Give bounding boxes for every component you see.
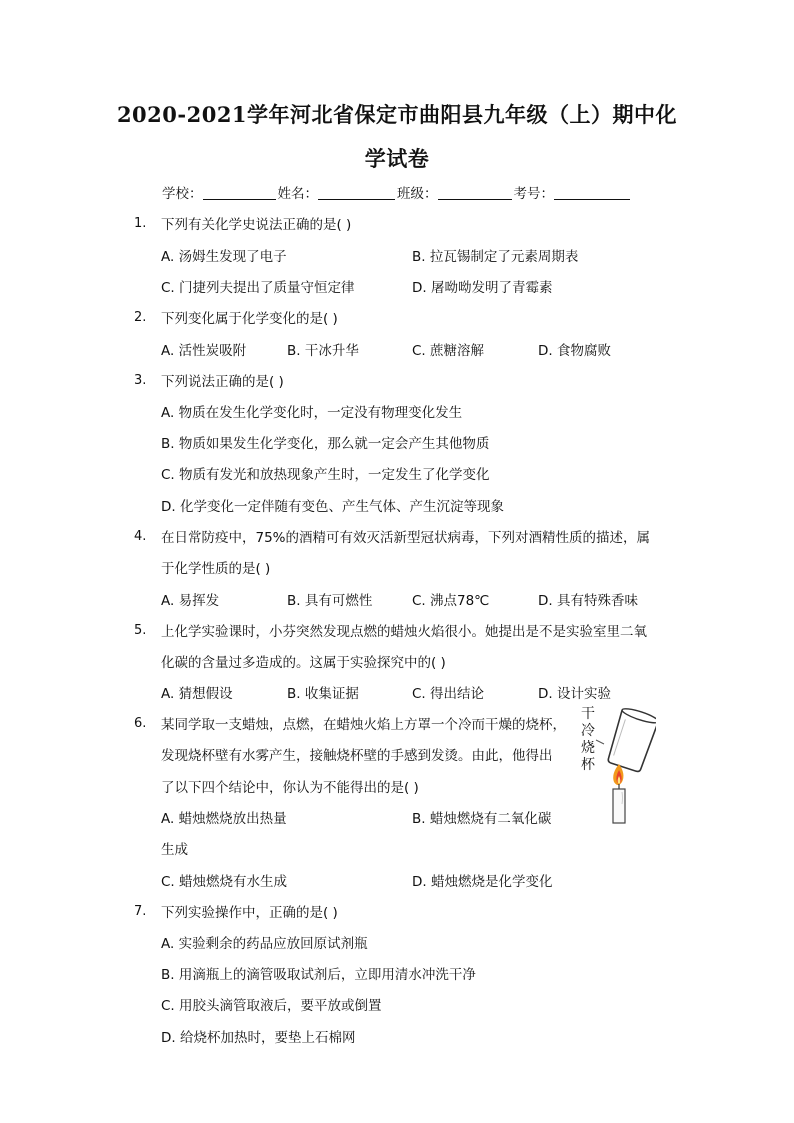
option-b-continuation: 生成 (161, 842, 188, 858)
figure-label-char: 烧 (581, 740, 595, 756)
option-b: B. 干冰升华 (287, 343, 359, 359)
option-d: D. 蜡烛燃烧是化学变化 (412, 874, 553, 890)
option-c: C. 物质有发光和放热现象产生时，一定发生了化学变化 (161, 467, 490, 483)
option-d: D. 设计实验 (538, 686, 611, 702)
option-b: B. 拉瓦锡制定了元素周期表 (412, 249, 579, 265)
option-c: C. 沸点78℃ (412, 593, 490, 609)
school-blank (203, 185, 276, 200)
figure-label-char: 杯 (581, 757, 595, 773)
name-blank (318, 185, 395, 200)
beaker-candle-figure (578, 706, 656, 824)
question-number: 6. (134, 716, 147, 731)
option-d: D. 食物腐败 (538, 343, 611, 359)
option-c: C. 蜡烛燃烧有水生成 (161, 874, 288, 890)
question-stem: 在日常防疫中，75%的酒精可有效灭活新型冠状病毒，下列对酒精性质的描述，属 (161, 530, 651, 546)
exam-title-line1: 2020-2021学年河北省保定市曲阳县九年级（上）期中化 (116, 102, 678, 127)
question-number: 1. (134, 216, 147, 231)
question-stem: 于化学性质的是( ) (161, 561, 271, 577)
question-stem: 下列说法正确的是( ) (161, 374, 284, 390)
option-b: B. 物质如果发生化学变化，那么就一定会产生其他物质 (161, 436, 490, 452)
school-label: 学校： (162, 186, 203, 202)
option-a: A. 实验剩余的药品应放回原试剂瓶 (161, 936, 368, 952)
option-a: A. 猜想假设 (161, 686, 233, 702)
question-stem: 下列实验操作中，正确的是( ) (161, 905, 338, 921)
question-stem: 了以下四个结论中，你认为不能得出的是( ) (161, 780, 419, 796)
question-stem: 某同学取一支蜡烛，点燃，在蜡烛火焰上方罩一个冷而干燥的烧杯， (161, 717, 566, 733)
question-number: 2. (134, 310, 147, 325)
question-number: 3. (134, 373, 147, 388)
option-b: B. 具有可燃性 (287, 593, 373, 609)
option-c: C. 门捷列夫提出了质量守恒定律 (161, 280, 355, 296)
exam-no-label: 考号： (513, 186, 554, 202)
question-number: 4. (134, 529, 147, 544)
option-b: B. 用滴瓶上的滴管吸取试剂后，立即用清水冲洗干净 (161, 967, 476, 983)
question-number: 5. (134, 623, 147, 638)
option-b: B. 蜡烛燃烧有二氧化碳 (412, 811, 552, 827)
question-stem: 发现烧杯壁有水雾产生，接触烧杯壁的手感到发烫。由此，他得出 (161, 748, 553, 764)
option-c: C. 用胶头滴管取液后，要平放或倒置 (161, 998, 382, 1014)
option-a: A. 物质在发生化学变化时，一定没有物理变化发生 (161, 405, 463, 421)
option-d: D. 化学变化一定伴随有变色、产生气体、产生沉淀等现象 (161, 499, 504, 515)
option-d: D. 具有特殊香味 (538, 593, 638, 609)
beaker-icon (605, 706, 656, 773)
option-b: B. 收集证据 (287, 686, 359, 702)
option-a: A. 汤姆生发现了电子 (161, 249, 287, 265)
question-stem: 下列有关化学史说法正确的是( ) (161, 217, 352, 233)
option-c: C. 蔗糖溶解 (412, 343, 485, 359)
option-a: A. 蜡烛燃烧放出热量 (161, 811, 287, 827)
option-a: A. 活性炭吸附 (161, 343, 247, 359)
class-label: 班级： (397, 186, 438, 202)
option-a: A. 易挥发 (161, 593, 220, 609)
figure-label-char: 冷 (581, 723, 595, 739)
figure-label-char: 干 (581, 706, 595, 722)
exam-no-blank (554, 185, 630, 200)
candle-icon (613, 784, 625, 823)
option-d: D. 给烧杯加热时，要垫上石棉网 (161, 1030, 356, 1046)
student-info-row (162, 182, 632, 202)
question-number: 7. (134, 904, 147, 919)
question-stem: 上化学实验课时，小芬突然发现点燃的蜡烛火焰很小。她提出是不是实验室里二氧 (161, 624, 647, 640)
exam-title-line2: 学试卷 (364, 146, 430, 171)
name-label: 姓名： (277, 186, 318, 202)
question-stem: 下列变化属于化学变化的是( ) (161, 311, 338, 327)
option-d: D. 屠呦呦发明了青霉素 (412, 280, 553, 296)
option-c: C. 得出结论 (412, 686, 485, 702)
question-stem: 化碳的含量过多造成的。这属于实验探究中的( ) (161, 655, 446, 671)
class-blank (438, 185, 512, 200)
